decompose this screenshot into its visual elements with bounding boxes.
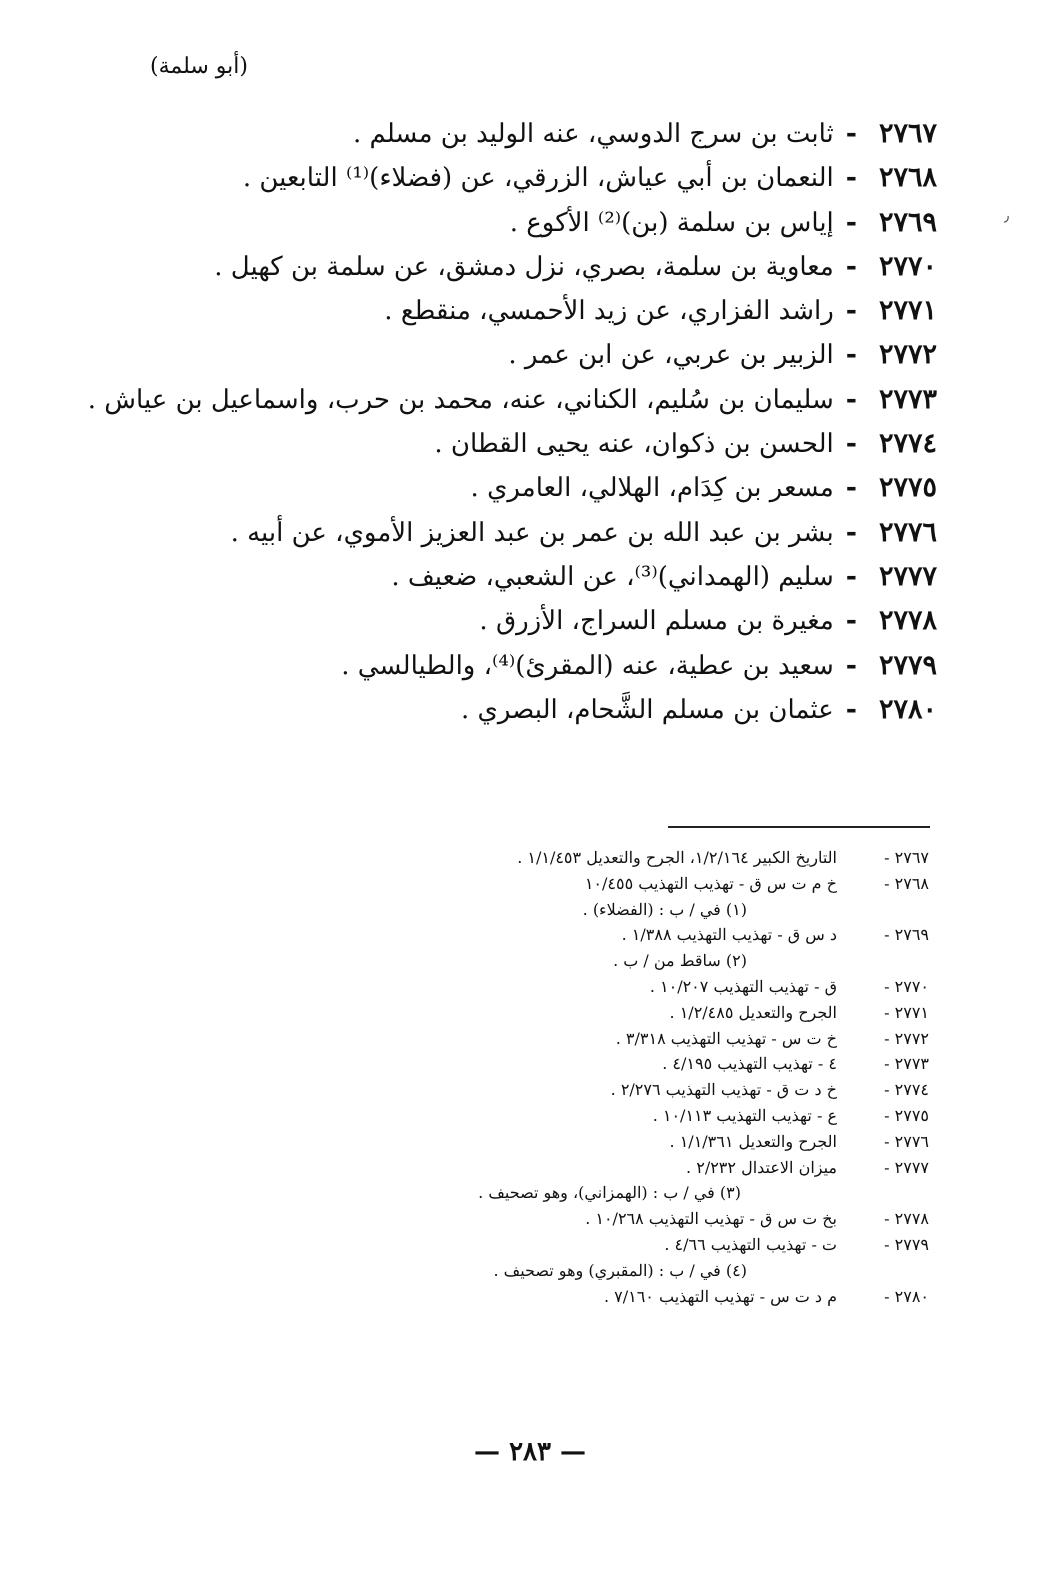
- footnotes-list: [289, 845, 929, 1309]
- margin-mark: ٫: [1004, 206, 1010, 225]
- entry-text: سليم (الهمداني)⁽³⁾، عن الشعبي، ضعيف .: [391, 561, 834, 592]
- entry-text: ثابت بن سرج الدوسي، عنه الوليد بن مسلم .: [352, 119, 834, 149]
- note-text: الجرح والتعديل ١/٢/٤٨٥ .: [669, 1002, 837, 1022]
- entry-dash: -: [845, 516, 857, 548]
- entry-number: ٢٧٦٨: [878, 162, 937, 194]
- note-text: خ م ت س ق - تهذيب التهذيب ١٠/٤٥٥: [584, 873, 837, 893]
- note-number: ٢٧٧٤ -: [884, 1080, 929, 1100]
- footnote-divider: [668, 826, 930, 828]
- entry-dash: -: [845, 339, 857, 371]
- note-number: ٢٧٦٨ -: [884, 873, 929, 893]
- note-row: [289, 897, 929, 923]
- note-row: [289, 1051, 929, 1077]
- entries-list: [57, 112, 937, 732]
- note-row: [289, 1026, 929, 1052]
- entry-number: ٢٧٧٦: [878, 516, 937, 548]
- note-text: ت - تهذيب التهذيب ٤/٦٦ .: [664, 1234, 837, 1254]
- entry-text: النعمان بن أبي عياش، الزرقي، عن (فضلاء)⁽¹⁾ التابعين .: [242, 163, 834, 194]
- entry-number: ٢٧٨٠: [878, 693, 937, 725]
- entry-row: [57, 599, 937, 643]
- entry-number: ٢٧٧٧: [878, 560, 937, 592]
- entry-text: راشد الفزاري، عن زيد الأحمسي، منقطع .: [384, 296, 834, 327]
- entry-number: ٢٧٧٥: [878, 472, 937, 504]
- entry-dash: -: [845, 295, 857, 327]
- entry-number: ٢٧٧٢: [878, 339, 937, 371]
- entry-text: الحسن بن ذكوان، عنه يحيى القطان .: [434, 429, 834, 460]
- running-title: (أبو سلمة): [150, 54, 248, 79]
- entry-row: [57, 466, 937, 510]
- entry-dash: -: [845, 118, 857, 149]
- note-text: ٤ - تهذيب التهذيب ٤/١٩٥ .: [662, 1054, 837, 1074]
- entry-row: [57, 378, 937, 422]
- entry-number: ٢٧٧٨: [878, 605, 937, 637]
- note-number: ٢٧٧٧ -: [884, 1157, 929, 1177]
- entry-row: [57, 112, 937, 156]
- note-row: [289, 1180, 929, 1206]
- entry-number: ٢٧٦٧: [878, 118, 937, 149]
- note-row: [289, 1258, 929, 1284]
- entry-number: ٢٧٦٩: [878, 206, 937, 238]
- note-text: ق - تهذيب التهذيب ١٠/٢٠٧ .: [649, 976, 837, 996]
- entry-row: [57, 511, 937, 555]
- entry-row: [57, 245, 937, 289]
- note-text: خ ت س - تهذيب التهذيب ٣/٣١٨ .: [615, 1028, 837, 1048]
- entry-text: مسعر بن كِدَام، الهلالي، العامري .: [470, 473, 834, 504]
- entry-row: [57, 688, 937, 732]
- entry-dash: -: [845, 605, 857, 637]
- note-text: (٣) في / ب : (الهمزاني)، وهو تصحيف .: [478, 1183, 741, 1203]
- note-text: ع - تهذيب التهذيب ١٠/١١٣ .: [652, 1105, 837, 1125]
- entry-text: إياس بن سلمة (بن)⁽²⁾ الأكوع .: [509, 207, 834, 238]
- entry-row: [57, 644, 937, 688]
- note-number: ٢٧٧١ -: [884, 1002, 929, 1022]
- note-text: د س ق - تهذيب التهذيب ١/٣٨٨ .: [621, 925, 837, 945]
- entry-row: [57, 555, 937, 599]
- note-row: [289, 974, 929, 1000]
- note-row: [289, 1103, 929, 1129]
- entry-number: ٢٧٧١: [878, 295, 937, 327]
- note-row: [289, 1077, 929, 1103]
- note-text: خ د ت ق - تهذيب التهذيب ٢/٢٧٦ .: [610, 1080, 837, 1100]
- entry-text: الزبير بن عربي، عن ابن عمر .: [508, 340, 834, 371]
- note-number: ٢٧٧٦ -: [884, 1131, 929, 1151]
- note-row: [289, 1232, 929, 1258]
- entry-text: مغيرة بن مسلم السراج، الأزرق .: [479, 606, 834, 637]
- note-row: [289, 871, 929, 897]
- entry-dash: -: [845, 162, 857, 194]
- entry-text: سعيد بن عطية، عنه (المقرئ)⁽⁴⁾، والطيالسي .: [341, 650, 834, 681]
- note-text: الجرح والتعديل ١/١/٣٦١ .: [669, 1131, 837, 1151]
- note-number: ٢٧٦٧ -: [884, 848, 929, 867]
- note-number: ٢٧٧٨ -: [884, 1209, 929, 1229]
- entry-text: بشر بن عبد الله بن عمر بن عبد العزيز الأموي، عن أبيه .: [230, 517, 834, 548]
- note-number: ٢٧٨٠ -: [884, 1286, 929, 1306]
- entry-dash: -: [845, 649, 857, 681]
- entry-dash: -: [845, 560, 857, 592]
- note-row: [289, 948, 929, 974]
- page-number: — ٢٨٣ —: [474, 1437, 587, 1467]
- entry-row: [57, 333, 937, 377]
- note-row: [289, 1284, 929, 1310]
- note-row: [289, 1155, 929, 1181]
- entry-number: ٢٧٧٤: [878, 428, 937, 460]
- note-text: (١) في / ب : (الفضلاء) .: [582, 899, 747, 919]
- entry-text: عثمان بن مسلم الشَّحام، البصري .: [460, 694, 834, 725]
- entry-row: [57, 289, 937, 333]
- note-number: ٢٧٦٩ -: [884, 925, 929, 945]
- entry-text: سليمان بن سُليم، الكناني، عنه، محمد بن حرب، واسماعيل بن عياش .: [87, 384, 834, 415]
- note-number: ٢٧٧٠ -: [884, 976, 929, 996]
- note-number: ٢٧٧٣ -: [884, 1054, 929, 1074]
- entry-row: [57, 156, 937, 200]
- entry-row: [57, 422, 937, 466]
- note-row: [289, 1000, 929, 1026]
- entry-text: معاوية بن سلمة، بصري، نزل دمشق، عن سلمة بن كهيل .: [214, 251, 834, 282]
- note-text: (٢) ساقط من / ب .: [613, 951, 747, 971]
- entry-row: [57, 201, 937, 245]
- entry-dash: -: [845, 428, 857, 460]
- note-number: ٢٧٧٩ -: [884, 1234, 929, 1254]
- entry-dash: -: [845, 472, 857, 504]
- note-row: [289, 845, 929, 871]
- entry-dash: -: [845, 693, 857, 725]
- note-row: [289, 1129, 929, 1155]
- note-text: ميزان الاعتدال ٢/٢٣٢ .: [686, 1157, 837, 1177]
- note-text: م د ت س - تهذيب التهذيب ٧/١٦٠ .: [603, 1286, 837, 1306]
- note-number: ٢٧٧٢ -: [884, 1028, 929, 1048]
- note-text: (٤) في / ب : (المقبري) وهو تصحيف .: [493, 1260, 747, 1280]
- entry-number: ٢٧٧٩: [878, 649, 937, 681]
- entry-number: ٢٧٧٣: [878, 383, 937, 415]
- entry-dash: -: [845, 206, 857, 238]
- note-row: [289, 1206, 929, 1232]
- note-text: بخ ت س ق - تهذيب التهذيب ١٠/٢٦٨ .: [585, 1209, 837, 1229]
- entry-dash: -: [845, 383, 857, 415]
- note-text: التاريخ الكبير ١/٢/١٦٤، الجرح والتعديل ١/١/٤٥٣ .: [517, 848, 837, 867]
- note-row: [289, 922, 929, 948]
- entry-number: ٢٧٧٠: [878, 250, 937, 282]
- entry-dash: -: [845, 250, 857, 282]
- note-number: ٢٧٧٥ -: [884, 1105, 929, 1125]
